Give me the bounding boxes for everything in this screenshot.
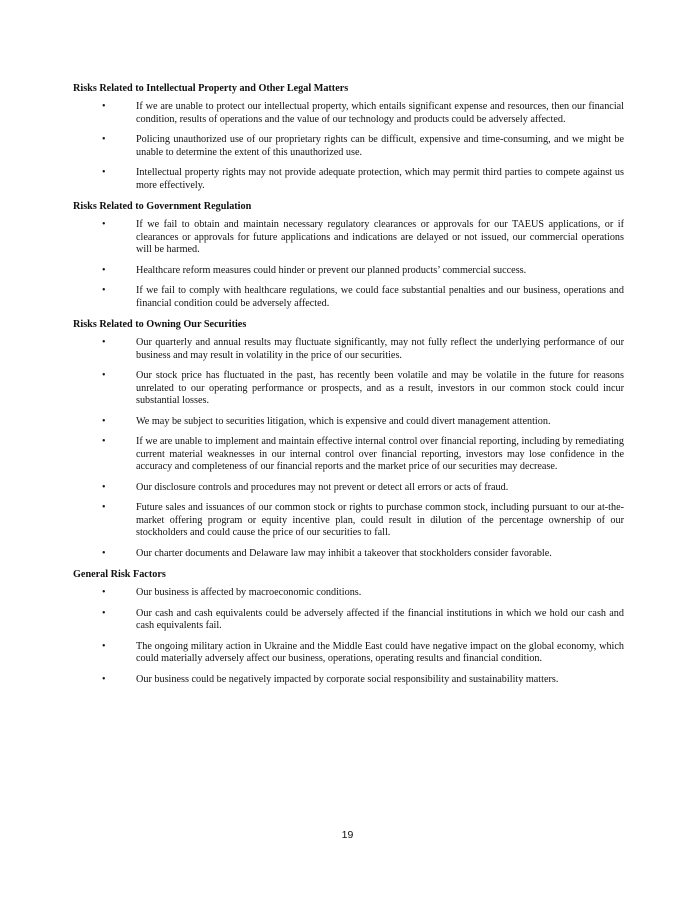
list-item xyxy=(73,134,624,159)
bullet-icon: • xyxy=(102,547,106,559)
section-government-regulation xyxy=(73,200,624,310)
list-item xyxy=(73,337,624,362)
list-item-text: Our disclosure controls and procedures may not prevent or detect all errors or acts of fraud. xyxy=(136,481,509,493)
bullet-list xyxy=(73,337,624,560)
bullet-icon: • xyxy=(102,264,106,276)
section-general-risk-factors xyxy=(73,568,624,686)
list-item-text: Our quarterly and annual results may fluctuate significantly, may not fully reflect the underlying performance of our business and may result in volatility in the price of our securities. xyxy=(136,337,624,361)
bullet-icon: • xyxy=(102,285,106,296)
list-item-text: Future sales and issuances of our common stock or rights to purchase common stock, including pursuant to our at-the-market offering program or equity incentive plan, could result in dilution of the percentage ownership of our stockholders and could cause the price of our securities to fall. xyxy=(136,502,624,538)
bullet-icon: • xyxy=(102,415,106,427)
list-item xyxy=(73,370,624,408)
section-heading: Risks Related to Intellectual Property and Other Legal Matters xyxy=(73,83,349,94)
list-item xyxy=(73,101,624,126)
list-item-text: The ongoing military action in Ukraine and the Middle East could have negative impact on the global economy, which could materially adversely affect our business, operations, operating results and financial condition. xyxy=(136,640,624,664)
list-item-text: If we fail to obtain and maintain necessary regulatory clearances or approvals for our TAEUS applications, or if clearances or approvals for future applications and indications are delayed or not issued, our commercial operations will be harmed. xyxy=(136,219,624,255)
bullet-icon: • xyxy=(102,502,106,513)
bullet-icon: • xyxy=(102,101,106,112)
bullet-icon: • xyxy=(102,167,106,178)
list-item xyxy=(73,674,624,687)
list-item-text: Healthcare reform measures could hinder or prevent our planned products’ commercial success. xyxy=(136,264,527,276)
bullet-icon: • xyxy=(102,673,106,685)
list-item-text: Our stock price has fluctuated in the past, has recently been volatile and may be volatile in the future for reasons unrelated to our operating performance or prospects, and as a result, investors in our common stock could incur substantial losses. xyxy=(136,370,624,406)
bullet-list xyxy=(73,587,624,686)
section-heading: Risks Related to Government Regulation xyxy=(73,201,252,212)
bullet-icon: • xyxy=(102,134,106,145)
bullet-list xyxy=(73,101,624,192)
list-item xyxy=(73,608,624,633)
bullet-icon: • xyxy=(102,219,106,230)
bullet-icon: • xyxy=(102,607,106,619)
list-item xyxy=(73,167,624,192)
list-item xyxy=(73,285,624,310)
bullet-icon: • xyxy=(102,640,106,652)
list-item xyxy=(73,436,624,474)
bullet-icon: • xyxy=(102,436,106,447)
list-item xyxy=(73,482,624,495)
list-item-text: We may be subject to securities litigation, which is expensive and could divert management attention. xyxy=(136,415,551,427)
list-item-text: Intellectual property rights may not provide adequate protection, which may permit third parties to compete against us more effectively. xyxy=(136,167,624,191)
bullet-list xyxy=(73,219,624,310)
list-item-text: Our charter documents and Delaware law may inhibit a takeover that stockholders consider favorable. xyxy=(136,547,552,559)
bullet-icon: • xyxy=(102,337,106,348)
list-item-text: If we fail to comply with healthcare regulations, we could face substantial penalties and our business, operations and financial condition could be adversely affected. xyxy=(136,285,624,309)
bullet-icon: • xyxy=(102,370,106,381)
section-heading: General Risk Factors xyxy=(73,569,166,580)
list-item-text: If we are unable to implement and maintain effective internal control over financial reporting, including by remediating current material weaknesses in our internal control over financial reporting, investors may lose confidence in the accuracy and completeness of our financial reports and the market price of our securities may decrease. xyxy=(136,436,624,472)
list-item xyxy=(73,219,624,257)
bullet-icon: • xyxy=(102,481,106,493)
list-item-text: If we are unable to protect our intellectual property, which entails significant expense and resources, then our financial condition, results of operations and the value of our technology and products could be adversely affected. xyxy=(136,101,624,125)
list-item xyxy=(73,641,624,666)
bullet-icon: • xyxy=(102,587,106,598)
section-intellectual-property xyxy=(73,82,624,192)
list-item xyxy=(73,587,624,600)
list-item-text: Policing unauthorized use of our proprietary rights can be difficult, expensive and time-consuming, and we might be unable to determine the extent of this unauthorized use. xyxy=(136,134,624,158)
risk-summary xyxy=(73,82,624,694)
list-item xyxy=(73,548,624,561)
page-number: 19 xyxy=(341,829,354,841)
list-item-text: Our business could be negatively impacted by corporate social responsibility and sustainability matters. xyxy=(136,673,559,685)
list-item xyxy=(73,502,624,540)
list-item xyxy=(73,416,624,429)
list-item-text: Our cash and cash equivalents could be adversely affected if the financial institutions in which we hold our cash and cash equivalents fail. xyxy=(136,607,624,631)
section-owning-securities xyxy=(73,318,624,560)
list-item-text: Our business is affected by macroeconomic conditions. xyxy=(136,587,362,598)
section-heading: Risks Related to Owning Our Securities xyxy=(73,319,247,330)
list-item xyxy=(73,265,624,278)
